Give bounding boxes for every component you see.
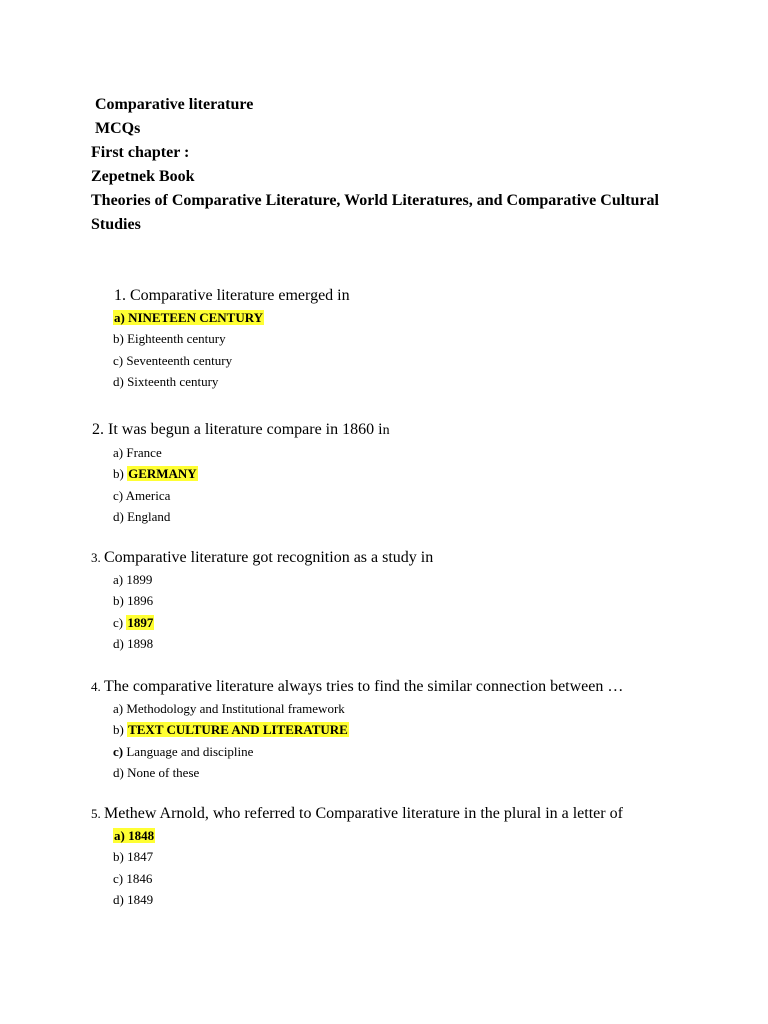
option-3c [113,612,768,633]
option-2a: a) France [113,445,162,460]
question-5-stem: Methew Arnold, who referred to Comparative literature in the plural in a letter of [104,805,623,822]
question-3-number: 3. [91,550,104,565]
question-4-stem: The comparative literature always tries to find the similar connection between … [104,678,624,695]
question-1-stem: Comparative literature emerged in [130,287,350,304]
question-5 [0,803,768,910]
header-chapter: First chapter : [91,144,190,161]
correct-answer-highlight: TEXT CULTURE AND LITERATURE [128,722,348,738]
option-2d: d) England [113,508,171,524]
correct-answer-highlight: GERMANY [128,466,197,482]
option-2c: c) America [113,487,171,503]
option-5a [113,825,768,846]
question-1 [0,285,768,392]
question-5-text [91,803,768,825]
correct-answer-highlight: a) 1848 [114,828,155,843]
option-2b [113,463,768,484]
option-5c: c) 1846 [113,870,153,886]
question-1-text [114,285,768,307]
option-4a: a) Methodology and Institutional framework [113,701,345,716]
header-book: Zepetnek Book [91,168,195,185]
option-3d: d) 1898 [113,635,154,651]
option-3b: b) 1896 [113,593,154,609]
option-1d: d) Sixteenth century [113,373,219,389]
question-1-options [0,307,768,392]
question-3-text [91,547,768,569]
question-4-text [91,676,768,698]
option-2b-prefix: b) [113,466,128,482]
question-2 [0,419,768,527]
question-5-options [0,825,768,910]
correct-answer-highlight: 1897 [127,614,154,630]
option-4c [113,741,768,762]
document-header [0,93,768,237]
question-3 [0,547,768,654]
header-book-title: Theories of Comparative Literature, World Literatures, and Comparative Cultural Studies [91,192,659,233]
option-4c-text: Language and discipline [123,743,254,759]
question-2-stem: It was begun a literature compare in 1860 i [108,421,383,438]
question-4 [0,676,768,783]
option-3c-prefix: c) [113,614,127,630]
question-3-options [0,569,768,654]
question-1-number: 1. [114,287,130,304]
option-4c-prefix: c) [113,743,124,759]
question-3-stem: Comparative literature got recognition as a study in [104,549,434,566]
option-1c: c) Seventeenth century [113,352,233,368]
question-2-number: 2. [92,421,108,438]
question-2-options [0,442,768,527]
question-4-number: 4. [91,679,104,694]
question-2-tail: n [382,423,390,438]
question-5-number: 5. [91,806,104,821]
question-4-options [0,698,768,783]
option-4b [113,719,768,740]
option-1a [113,307,768,328]
option-3a: a) 1899 [113,572,153,587]
option-4b-prefix: b) [113,722,128,738]
option-4d: d) None of these [113,764,200,780]
option-1b: b) Eighteenth century [113,331,226,347]
correct-answer-highlight: a) NINETEEN CENTURY [114,310,264,325]
header-title: Comparative literature [95,96,254,113]
option-5d: d) 1849 [113,891,154,907]
question-2-text [92,419,768,442]
option-5b: b) 1847 [113,849,154,865]
header-subtitle: MCQs [95,120,141,137]
